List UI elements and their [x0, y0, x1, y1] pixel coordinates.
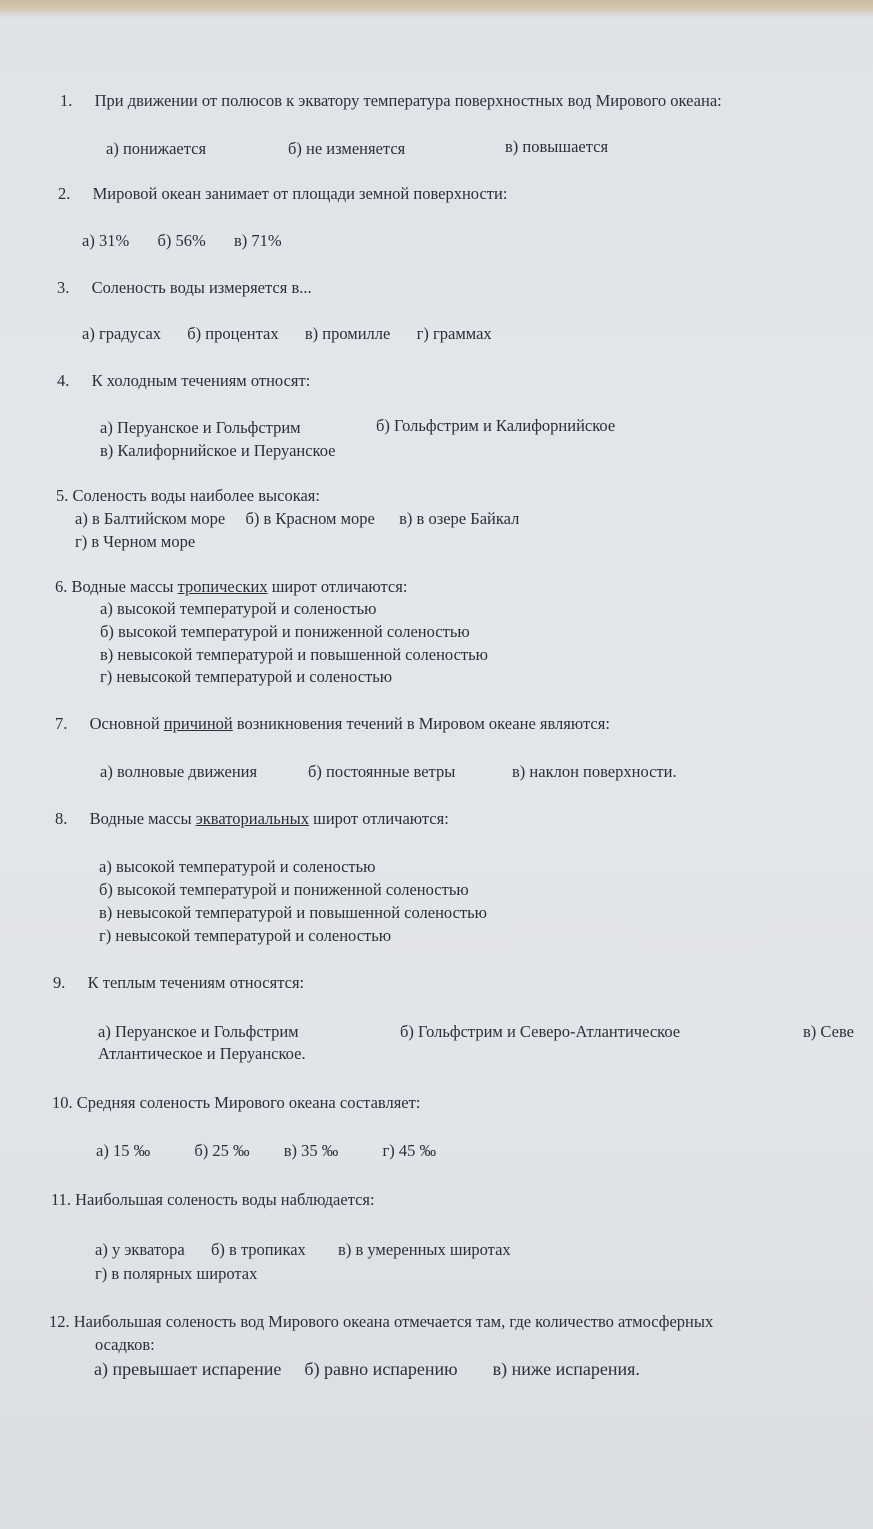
options-row	[288, 138, 405, 160]
question-text: При движении от полюсов к экватору температура поверхностных вод Мирового океана:	[94, 91, 722, 110]
options-row	[505, 136, 608, 158]
question-text: Соленость воды измеряется в...	[91, 278, 312, 297]
answer-option: а) Перуанское и Гольфстрим	[100, 418, 301, 437]
options-row	[106, 138, 206, 160]
options-row	[308, 761, 455, 783]
options-row	[512, 761, 677, 783]
question-number: 12.	[49, 1312, 70, 1331]
options-row	[100, 761, 257, 783]
question-5	[56, 485, 320, 507]
question-text: К холодным течениям относят:	[91, 371, 311, 390]
question-number: 3.	[57, 278, 70, 297]
answer-option: б) Гольфстрим и Калифорнийское	[376, 416, 616, 435]
answer-option: а) понижается	[106, 139, 207, 158]
answer-option: б) процентах	[187, 324, 279, 343]
question-text: возникновения течений в Мировом океане являются:	[236, 714, 610, 733]
options-row	[75, 531, 195, 553]
answer-option: б) равно испарению	[304, 1359, 458, 1379]
options-row	[100, 621, 470, 643]
answer-option: б) не изменяется	[288, 139, 406, 158]
underlined-word: экваториальных	[195, 809, 309, 828]
options-row	[95, 1239, 511, 1261]
question-number: 4.	[57, 371, 70, 390]
answer-option: а) в Балтийском море	[75, 509, 226, 528]
options-row	[82, 230, 282, 252]
options-row	[98, 1021, 299, 1043]
question-number: 5.	[56, 486, 69, 505]
options-row	[99, 902, 487, 924]
options-row	[96, 1140, 436, 1162]
question-1	[60, 90, 722, 112]
question-11	[51, 1189, 375, 1211]
question-text: осадков:	[95, 1335, 155, 1354]
question-number: 11.	[51, 1190, 72, 1209]
question-text: Водные массы	[89, 809, 192, 828]
question-12	[49, 1311, 713, 1333]
answer-option: в) 35 ‰	[283, 1141, 339, 1160]
answer-option: в) Севе	[803, 1022, 854, 1041]
question-text: Наибольшая соленость воды наблюдается:	[75, 1190, 375, 1209]
answer-option: г) в полярных широтах	[95, 1264, 258, 1283]
answer-option: в) повышается	[505, 137, 609, 156]
answer-option: б) постоянные ветры	[308, 762, 456, 781]
options-row	[100, 598, 377, 620]
answer-option: а) Перуанское и Гольфстрим	[98, 1022, 299, 1041]
question-text: широт отличаются:	[271, 577, 408, 596]
options-row	[94, 1358, 640, 1380]
options-row	[82, 323, 492, 345]
answer-option: в) в озере Байкал	[399, 509, 520, 528]
question-12-continuation	[95, 1334, 155, 1356]
question-number: 9.	[53, 973, 66, 992]
answer-option: г) в Черном море	[75, 532, 196, 551]
answer-option: г) невысокой температурой и соленостью	[99, 926, 392, 945]
answer-option: а) высокой температурой и соленостью	[100, 599, 377, 618]
question-text: Соленость воды наиболее высокая:	[72, 486, 320, 505]
question-text: Мировой океан занимает от площади земной поверхности:	[92, 184, 508, 203]
answer-option: в) промилле	[304, 324, 391, 343]
question-9	[53, 972, 304, 994]
options-row	[100, 440, 336, 462]
question-number: 10.	[52, 1093, 73, 1112]
question-4	[57, 370, 310, 392]
question-number: 2.	[58, 184, 71, 203]
options-row	[376, 415, 615, 437]
answer-option: в) невысокой температурой и повышенной соленостью	[99, 903, 487, 922]
options-row	[98, 1043, 306, 1065]
question-text: Наибольшая соленость вод Мирового океана отмечается там, где количество атмосферных	[73, 1312, 714, 1331]
options-row	[100, 644, 488, 666]
question-text: Средняя соленость Мирового океана составляет:	[76, 1093, 421, 1112]
answer-option: а) 15 ‰	[96, 1141, 151, 1160]
answer-option: б) в Красном море	[245, 509, 375, 528]
question-text: К теплым течениям относятся:	[87, 973, 305, 992]
options-row	[95, 1263, 257, 1285]
answer-option: г) 45 ‰	[382, 1141, 437, 1160]
answer-option: а) градусах	[82, 324, 162, 343]
question-3	[57, 277, 312, 299]
answer-option: а) высокой температурой и соленостью	[99, 857, 376, 876]
answer-option: в) ниже испарения.	[492, 1359, 640, 1379]
answer-option: б) 56%	[157, 231, 206, 250]
options-row	[99, 856, 376, 878]
answer-option: в) невысокой температурой и повышенной соленостью	[100, 645, 488, 664]
question-text: широт отличаются:	[313, 809, 449, 828]
answer-option: в) 71%	[233, 231, 282, 250]
question-number: 8.	[55, 809, 68, 828]
answer-option: а) превышает испарение	[94, 1359, 282, 1379]
question-text: Основной	[89, 714, 160, 733]
question-2	[58, 183, 507, 205]
question-text: Водные массы	[71, 577, 174, 596]
answer-option: б) высокой температурой и пониженной соленостью	[100, 622, 470, 641]
answer-option: в) Калифорнийское и Перуанское	[100, 441, 336, 460]
options-row	[75, 508, 519, 530]
underlined-word: тропических	[177, 577, 268, 596]
answer-option: г) граммах	[416, 324, 492, 343]
options-row	[99, 879, 469, 901]
options-row	[100, 417, 301, 439]
question-8	[55, 808, 449, 830]
answer-option: г) невысокой температурой и соленостью	[100, 667, 393, 686]
question-number: 6.	[55, 577, 68, 596]
answer-option: в) наклон поверхности.	[512, 762, 677, 781]
answer-option: б) в тропиках	[210, 1240, 306, 1259]
answer-option: б) Гольфстрим и Северо-Атлантическое	[400, 1022, 681, 1041]
question-6	[55, 576, 407, 598]
question-10	[52, 1092, 420, 1114]
options-row	[803, 1021, 854, 1043]
answer-option: а) 31%	[82, 231, 130, 250]
answer-option: в) в умеренных широтах	[338, 1240, 511, 1259]
options-row	[99, 925, 391, 947]
question-7	[55, 713, 610, 735]
options-row	[400, 1021, 680, 1043]
question-number: 7.	[55, 714, 68, 733]
answer-option: а) волновые движения	[100, 762, 258, 781]
answer-option: б) высокой температурой и пониженной соленостью	[99, 880, 469, 899]
answer-option: Атлантическое и Перуанское.	[98, 1044, 306, 1063]
answer-option: б) 25 ‰	[194, 1141, 250, 1160]
options-row	[100, 666, 392, 688]
answer-option: а) у экватора	[95, 1240, 185, 1259]
underlined-word: причиной	[163, 714, 233, 733]
question-number: 1.	[60, 91, 73, 110]
